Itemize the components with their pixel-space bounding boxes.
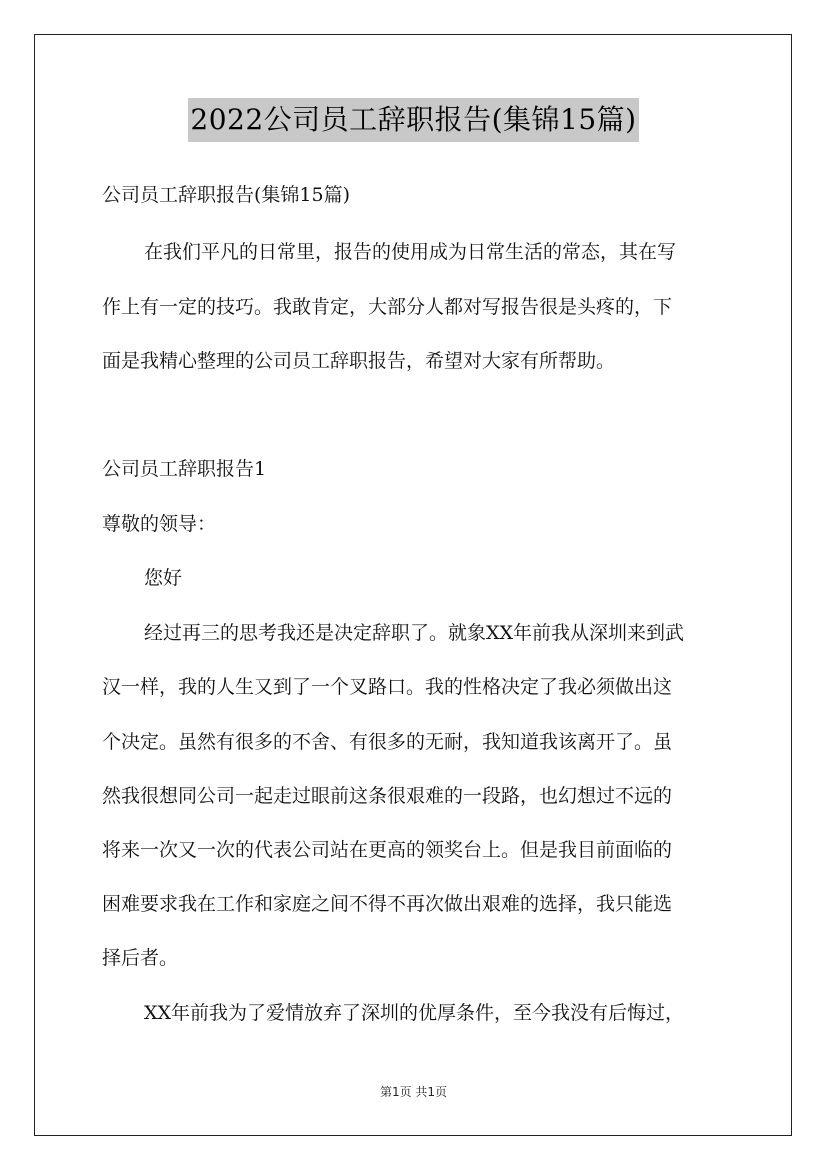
paragraph1-line-5: 将来一次又一次的代表公司站在更高的领奖台上。但是我目前面临的 [102, 839, 673, 861]
page-footer: 第1页 共1页 [379, 1085, 448, 1099]
document-title: 2022公司员工辞职报告(集锦15篇) [188, 98, 638, 142]
title-container [0, 98, 827, 142]
greeting: 您好 [144, 567, 183, 589]
section-heading: 公司员工辞职报告1 [102, 458, 267, 480]
paragraph1-line-1: 经过再三的思考我还是决定辞职了。就象XX年前我从深圳来到武 [144, 622, 685, 644]
paragraph1-line-7: 择后者。 [102, 947, 179, 969]
salutation: 尊敬的领导： [102, 513, 217, 535]
paragraph1-line-2: 汉一样，我的人生又到了一个叉路口。我的性格决定了我必须做出这 [102, 676, 673, 698]
intro-line-1: 在我们平凡的日常里，报告的使用成为日常生活的常态，其在写 [144, 241, 677, 263]
paragraph1-line-6: 困难要求我在工作和家庭之间不得不再次做出艰难的选择，我只能选 [102, 893, 673, 915]
intro-line-2: 作上有一定的技巧。我敢肯定，大部分人都对写报告很是头疼的，下 [102, 296, 673, 318]
paragraph1-line-4: 然我很想同公司一起走过眼前这条很艰难的一段路，也幻想过不远的 [102, 785, 673, 807]
document-subtitle: 公司员工辞职报告(集锦15篇) [102, 184, 351, 206]
paragraph2-line-1: XX年前我为了爱情放弃了深圳的优厚条件，至今我没有后悔过， [144, 1002, 685, 1024]
paragraph1-line-3: 个决定。虽然有很多的不舍、有很多的无耐，我知道我该离开了。虽 [102, 731, 673, 753]
intro-line-3: 面是我精心整理的公司员工辞职报告，希望对大家有所帮助。 [102, 350, 616, 372]
